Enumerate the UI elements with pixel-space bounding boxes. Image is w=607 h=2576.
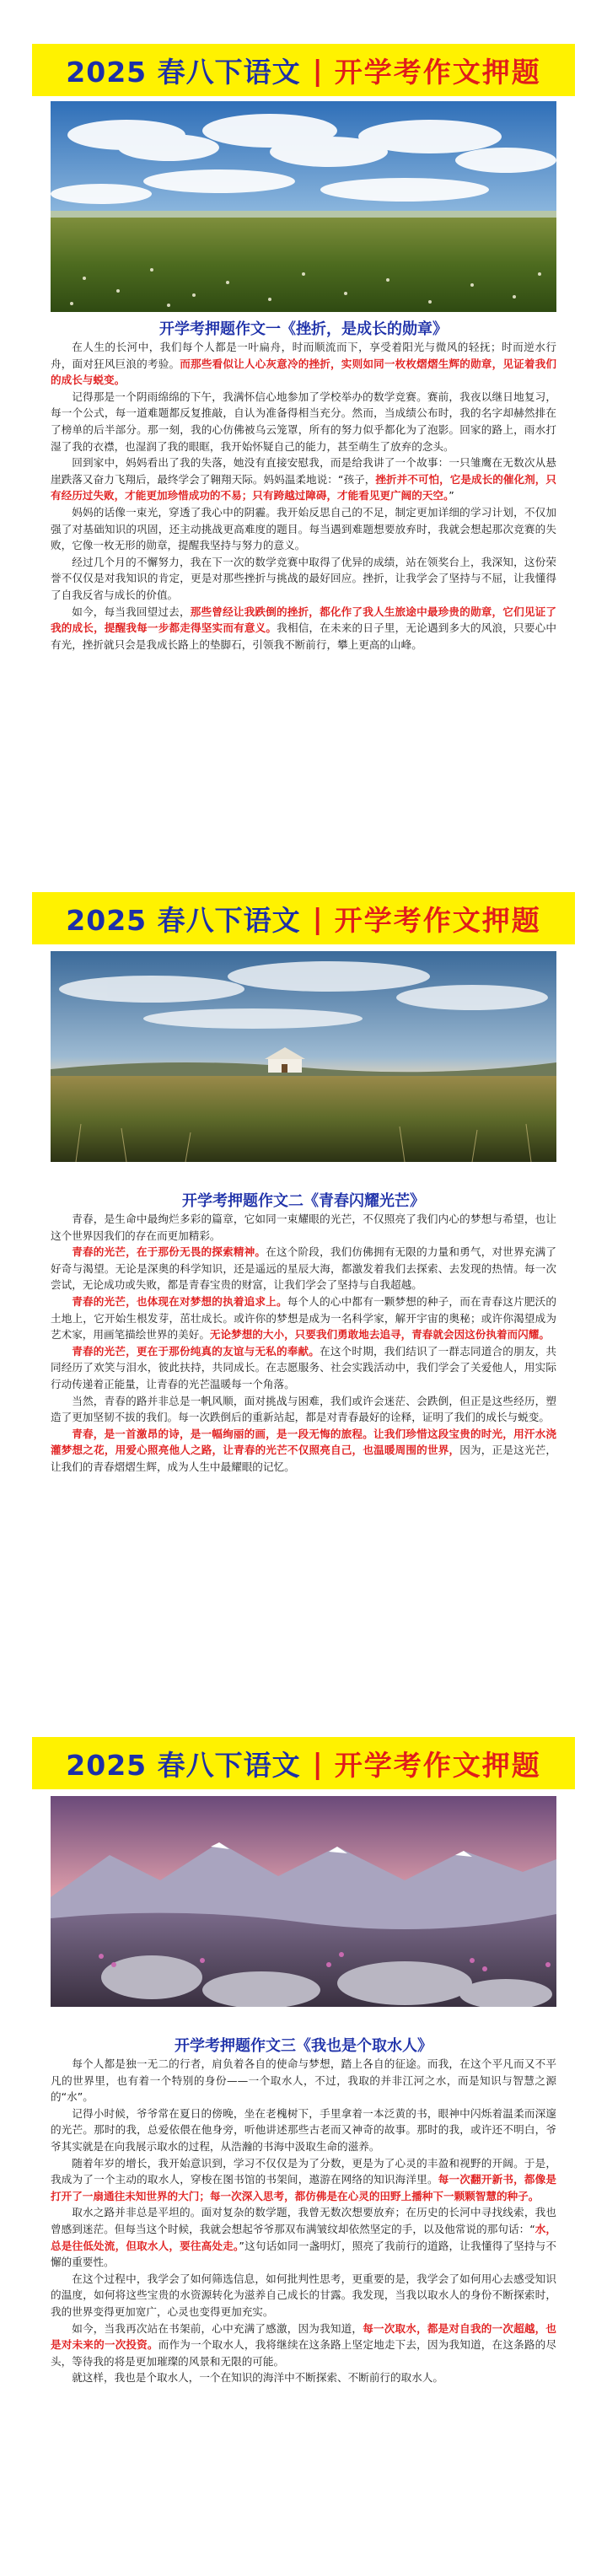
paragraph-text: 因为，正是这光芒，让我们的青春熠熠生辉，成为人生中最耀眼的记忆。 — [51, 1444, 557, 1473]
banner-topic-label: 开学考作文押题 — [334, 55, 541, 89]
highlighted-sentence: 每一次取水，都是对自我的一次超越，也是对未来的一次投资。 — [51, 2321, 557, 2352]
paragraph-text: 回到家中，妈妈看出了我的失落，她没有直接安慰我，而是给我讲了一个故事：一只雏鹰在无数次从悬崖跌落又奋力飞翔后，最终学会了翱翔天际。妈妈温柔地说：“孩子， — [51, 456, 556, 486]
essay-paragraph — [51, 554, 556, 604]
paragraph-text: 我相信，在未来的日子里，无论遇到多大的风浪，只要心中有光，挫折就只会是我成长路上的垫脚石，引领我不断前行，攀上更高的山峰。 — [51, 621, 557, 651]
essay-body — [51, 1211, 556, 1476]
essay-paragraph — [51, 604, 556, 653]
banner-topic-label: 开学考作文押题 — [334, 1748, 541, 1782]
banner-separator: | — [312, 1746, 323, 1780]
banner-separator: | — [312, 901, 323, 935]
essay-title: 开学考押题作文一《挫折，是成长的勋章》 — [159, 320, 448, 338]
paragraph-text: 记得小时候，爷爷常在夏日的傍晚，坐在老槐树下，手里拿着一本泛黄的书，眼神中闪烁着温柔而深邃的光芒。那时的我，总爱依偎在他身旁，听他讲述那些古老而又神奇的故事。那时的我，或许还不明白，爷爷其实就是在向我展示取水的过程，从浩瀚的书海中汲取生命的滋养。 — [51, 2106, 556, 2153]
paragraph-text: 如今，当我再次站在书架前，心中充满了感激，因为我知道， — [72, 2321, 363, 2335]
essay-paragraph — [51, 2271, 556, 2321]
paragraph-text: 就这样，我也是个取水人，一个在知识的海洋中不断探索、不断前行的取水人。 — [72, 2371, 443, 2385]
paragraph-text: 当然，青春的路并非总是一帆风顺，面对挑战与困难，我们或许会迷茫、会跌倒，但正是这些经历，塑造了更加坚韧不拔的我们。每一次跌倒后的重新站起，都是对青春最好的诠释，证明了我们的成长与蜕变。 — [51, 1394, 556, 1424]
essay-body — [51, 339, 556, 653]
essay-paragraph — [51, 339, 556, 389]
essay-paragraph — [51, 389, 556, 454]
highlighted-sentence: 青春，是一首激昂的诗，是一幅绚丽的画，是一段无悔的旅程。让我们珍惜这段宝贵的时光，用汗水浇灌梦想之花，用爱心照亮他人之路，让青春的光芒不仅照亮自己，也温暖周围的世界， — [51, 1427, 556, 1457]
paragraph-text: 记得那是一个阴雨绵绵的下午，我满怀信心地参加了学校举办的数学竞赛。赛前，我夜以继日地复习，每一个公式，每一道难题都反复推敲，自认为准备得相当充分。然而，当成绩公布时，我的名字却赫然排在了榜单的后半部分。那一刻，我的心仿佛被乌云笼罩，所有的努力似乎都化为了泡影。回家的路上，雨水打湿了我的衣襟，也湿润了我的眼眶，我开始怀疑自己的能力，甚至萌生了放弃的念头。 — [51, 390, 556, 453]
paragraph-text: 在这个阶段，我们仿佛拥有无限的力量和勇气，对世界充满了好奇与渴望。无论是深奥的科学知识，还是遥远的星辰大海，都激发着我们去探索、去发现的热情。每一次尝试，无论成功或失败，都是青春宝贵的财富，让我们学会了坚持与自我超越。 — [51, 1245, 557, 1292]
essay-paragraph — [51, 2321, 556, 2370]
essay-paragraph — [51, 1343, 556, 1393]
paragraph-text: ” — [449, 489, 454, 503]
essay-paragraph — [51, 2204, 556, 2270]
essay-paragraph — [51, 1211, 556, 1244]
paragraph-text: ”这句话如同一盏明灯，照亮了我前行的道路，让我懂得了坚持与不懈的重要性。 — [51, 2239, 556, 2269]
highlighted-sentence: 无论梦想的大小，只要我们勇敢地去追寻，青春就会因这份执着而闪耀。 — [209, 1328, 550, 1342]
paragraph-text: 取水之路并非总是平坦的。面对复杂的数学题，我曾无数次想要放弃；在历史的长河中寻找线索，我也曾感到迷茫。但每当这个时候，我就会想起爷爷那双布满皱纹却依然坚定的手，以及他常说的那句话：“ — [51, 2206, 556, 2235]
paragraph-text: 而作为一个取水人，我将继续在这条路上坚定地走下去，因为我知道，在这条路的尽头，等待我的将是更加璀璨的风景和无限的可能。 — [51, 2338, 557, 2368]
highlighted-sentence: 每一次翻开新书，都像是打开了一扇通往未知世界的大门；每一次深入思考，都仿佛是在心灵的田野上播种下一颗颗智慧的种子。 — [51, 2173, 557, 2202]
essay-paragraph — [51, 2056, 556, 2105]
banner-separator: | — [312, 53, 323, 87]
essay-paragraph — [51, 2155, 556, 2205]
essay-paragraph — [51, 504, 556, 554]
paragraph-text: 每个人的心中都有一颗梦想的种子，而在青春这片肥沃的土地上，它开始生根发芽，茁壮成长。或许你的梦想是成为一名科学家，解开宇宙的奥秘；或许你渴望成为艺术家，用画笔描绘世界的美好。 — [51, 1294, 557, 1342]
highlighted-sentence: 那些曾经让我跌倒的挫折，都化作了我人生旅途中最珍贵的勋章，它们见证了我的成长，提醒我每一步都走得坚实而有意义。 — [51, 605, 557, 635]
highlighted-sentence: 水，总是往低处流，但取水人，要往高处走。 — [51, 2222, 557, 2252]
highlighted-sentence: 青春的光芒，也体现在对梦想的执着追求上。 — [72, 1294, 287, 1308]
highlighted-sentence: 而那些看似让人心灰意冷的挫折，实则如同一枚枚熠熠生辉的勋章，见证着我们的成长与蜕变。 — [51, 357, 557, 387]
paragraph-text: 随着年岁的增长，我开始意识到，学习不仅仅是为了分数，更是为了心灵的丰盈和视野的开阔。于是，我成为了一个主动的取水人，穿梭在图书馆的书架间，遨游在网络的知识海洋里。 — [51, 2156, 556, 2186]
paragraph-text: 在这个时期，我们结识了一群志同道合的朋友，共同经历了欢笑与泪水，彼此扶持，共同成长。在志愿服务、社会实践活动中，我们学会了关爱他人，用实际行动传递着正能量，让青春的光芒温暖每一个角落。 — [51, 1344, 557, 1390]
essay-paragraph — [51, 2105, 556, 2155]
banner-grade-label: 2025 春八下语文 — [66, 55, 301, 89]
paragraph-text: 在人生的长河中，我们每个人都是一叶扁舟，时而顺流而下，享受着阳光与微风的轻抚；时而逆水行舟，面对狂风巨浪的考验。 — [51, 341, 556, 370]
title-banner — [32, 1737, 575, 1789]
essay-paragraph — [51, 2369, 556, 2386]
paragraph-text: 青春，是生命中最绚烂多彩的篇章，它如同一束耀眼的光芒，不仅照亮了我们内心的梦想与希望，也让这个世界因我们的存在而更加精彩。 — [51, 1213, 556, 1242]
essay-paragraph — [51, 1244, 556, 1293]
banner-topic-label: 开学考作文押题 — [334, 903, 541, 937]
paragraph-text: 经过几个月的不懈努力，我在下一次的数学竞赛中取得了优异的成绩，站在领奖台上，我深知，这份荣誉不仅仅是对我知识的肯定，更是对那些挫折与挑战的最好回应。挫折，让我学会了坚持与不屈，让我懂得了自我反省与成长的价值。 — [51, 555, 556, 601]
paragraph-text: 妈妈的话像一束光，穿透了我心中的阴霾。我开始反思自己的不足，制定更加详细的学习计划，不仅加强了对基础知识的巩固，还主动挑战更高难度的题目。每当遇到难题想要放弃时，我就会想起那次竞赛的失败，它像一枚无形的勋章，提醒我坚持与努力的意义。 — [51, 505, 556, 552]
mountain-rocks-photo — [51, 1796, 556, 2007]
paragraph-text: 如今，每当我回望过去， — [72, 605, 191, 618]
title-banner — [32, 892, 575, 944]
essay-paragraph — [51, 454, 556, 504]
banner-grade-label: 2025 春八下语文 — [66, 1748, 301, 1782]
essay-title: 开学考押题作文二《青春闪耀光芒》 — [182, 1192, 425, 1210]
essay-paragraph — [51, 1393, 556, 1426]
essay-body — [51, 2056, 556, 2386]
highlighted-sentence: 青春的光芒，在于那份无畏的探索精神。 — [72, 1245, 266, 1259]
grassland-sky-photo — [51, 101, 556, 312]
essay-title: 开学考押题作文三《我也是个取水人》 — [175, 2037, 432, 2055]
essay-paragraph — [51, 1293, 556, 1343]
highlighted-sentence: 青春的光芒，更在于那份纯真的友谊与无私的奉献。 — [72, 1344, 320, 1358]
paragraph-text: 每个人都是独一无二的行者，肩负着各自的使命与梦想，踏上各自的征途。而我，在这个平凡而又不平凡的世界里，也有着一个特别的身份——一个取水人，不过，我取的并非江河之水，而是知识与智慧之源的“水”。 — [51, 2057, 556, 2104]
steppe-yurt-photo — [51, 951, 556, 1162]
essay-paragraph — [51, 1426, 556, 1476]
highlighted-sentence: 挫折并不可怕，它是成长的催化剂，只有经历过失败，才能更加珍惜成功的不易；只有跨越过障碍，才能看见更广阔的天空。 — [51, 472, 557, 503]
banner-grade-label: 2025 春八下语文 — [66, 903, 301, 937]
title-banner — [32, 44, 575, 96]
paragraph-text: 在这个过程中，我学会了如何筛选信息，如何批判性思考，更重要的是，我学会了如何用心去感受知识的温度，如何将这些宝贵的水资源转化为滋养自己成长的甘露。我发现，当我以取水人的身份不断探索时，我的世界变得更加宽广，心灵也变得更加充实。 — [51, 2272, 556, 2318]
